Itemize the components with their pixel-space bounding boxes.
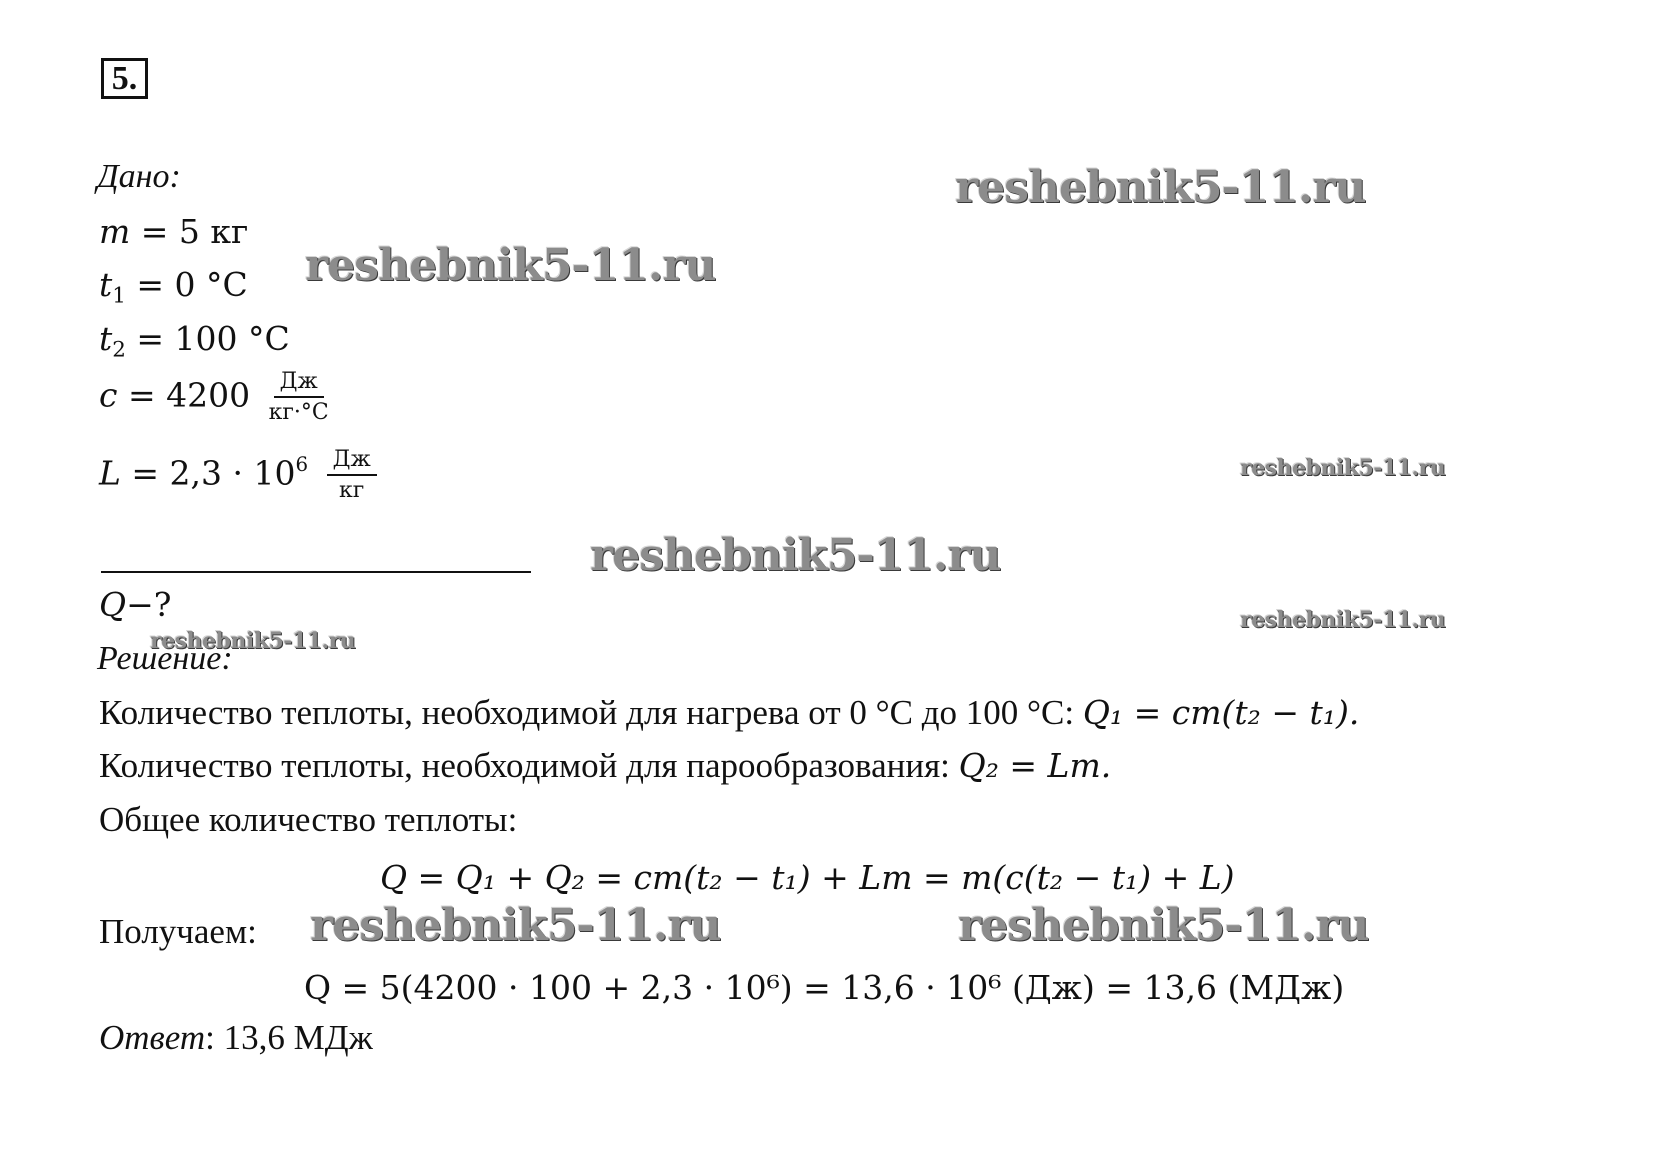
given-c bbox=[99, 370, 329, 425]
var-c: c bbox=[99, 375, 118, 415]
answer-line bbox=[99, 1018, 373, 1058]
given-L bbox=[99, 448, 377, 503]
var-L: L bbox=[99, 453, 121, 493]
find-quantity bbox=[99, 585, 171, 624]
watermark-6: reshebnik5-11.ru bbox=[150, 628, 356, 654]
watermark-8: reshebnik5-11.ru bbox=[958, 900, 1369, 951]
c-unit-numerator: Дж bbox=[274, 370, 324, 398]
line2-text: Количество теплоты, необходимой для парообразования: bbox=[99, 746, 959, 785]
formula-q1: Q₁ = cm(t₂ − t₁). bbox=[1082, 693, 1360, 732]
c-unit-denominator: кг·°C bbox=[268, 400, 329, 426]
watermark-5: reshebnik5-11.ru bbox=[1240, 607, 1446, 633]
c-unit-fraction bbox=[269, 370, 329, 425]
problem-number: 5. bbox=[101, 58, 148, 99]
watermark-4: reshebnik5-11.ru bbox=[590, 530, 1001, 581]
formula-result: Q = 5(4200 · 100 + 2,3 · 10⁶) = 13,6 · 10⁶ (Дж) = 13,6 (МДж) bbox=[304, 968, 1345, 1007]
watermark-2: reshebnik5-11.ru bbox=[305, 240, 716, 291]
var-Q: Q bbox=[99, 585, 127, 624]
L-value: = 2,3 · 10 bbox=[120, 453, 296, 493]
solution-line-1 bbox=[99, 693, 1359, 733]
L-unit-numerator: Дж bbox=[327, 448, 377, 476]
var-t2: t bbox=[99, 319, 113, 358]
var-t1: t bbox=[99, 265, 113, 304]
t2-value: = 100 °C bbox=[125, 319, 290, 358]
formula-total: Q = Q₁ + Q₂ = cm(t₂ − t₁) + Lm = m(c(t₂ − t₁) + L) bbox=[380, 858, 1235, 897]
t1-value: = 0 °C bbox=[125, 265, 248, 304]
watermark-3: reshebnik5-11.ru bbox=[1240, 455, 1446, 481]
answer-label: Ответ bbox=[99, 1018, 206, 1057]
solution-line-2 bbox=[99, 746, 1111, 786]
answer-value: : 13,6 МДж bbox=[205, 1018, 373, 1057]
solution-line-4: Получаем: bbox=[99, 912, 257, 951]
given-heading: Дано: bbox=[97, 158, 181, 195]
solution-line-3: Общее количество теплоты: bbox=[99, 800, 518, 839]
find-mark: −? bbox=[126, 585, 172, 624]
c-value: = 4200 bbox=[117, 375, 251, 415]
given-t1 bbox=[99, 265, 248, 308]
var-m: m bbox=[99, 212, 131, 251]
given-divider bbox=[101, 571, 531, 573]
given-t2 bbox=[99, 319, 290, 362]
solution-heading: Решение: bbox=[97, 640, 233, 677]
line1-text: Количество теплоты, необходимой для нагрева от 0 °C до 100 °C: bbox=[99, 693, 1083, 732]
watermark-7: reshebnik5-11.ru bbox=[310, 900, 721, 951]
watermark-1: reshebnik5-11.ru bbox=[955, 162, 1366, 213]
formula-q2: Q₂ = Lm. bbox=[958, 746, 1112, 785]
t1-sub: 1 bbox=[112, 283, 126, 309]
t2-sub: 2 bbox=[112, 337, 126, 363]
given-mass bbox=[99, 212, 248, 251]
L-exponent: 6 bbox=[295, 452, 309, 476]
L-unit-denominator: кг bbox=[339, 478, 365, 504]
L-unit-fraction bbox=[327, 448, 377, 503]
mass-value: = 5 кг bbox=[130, 212, 249, 251]
